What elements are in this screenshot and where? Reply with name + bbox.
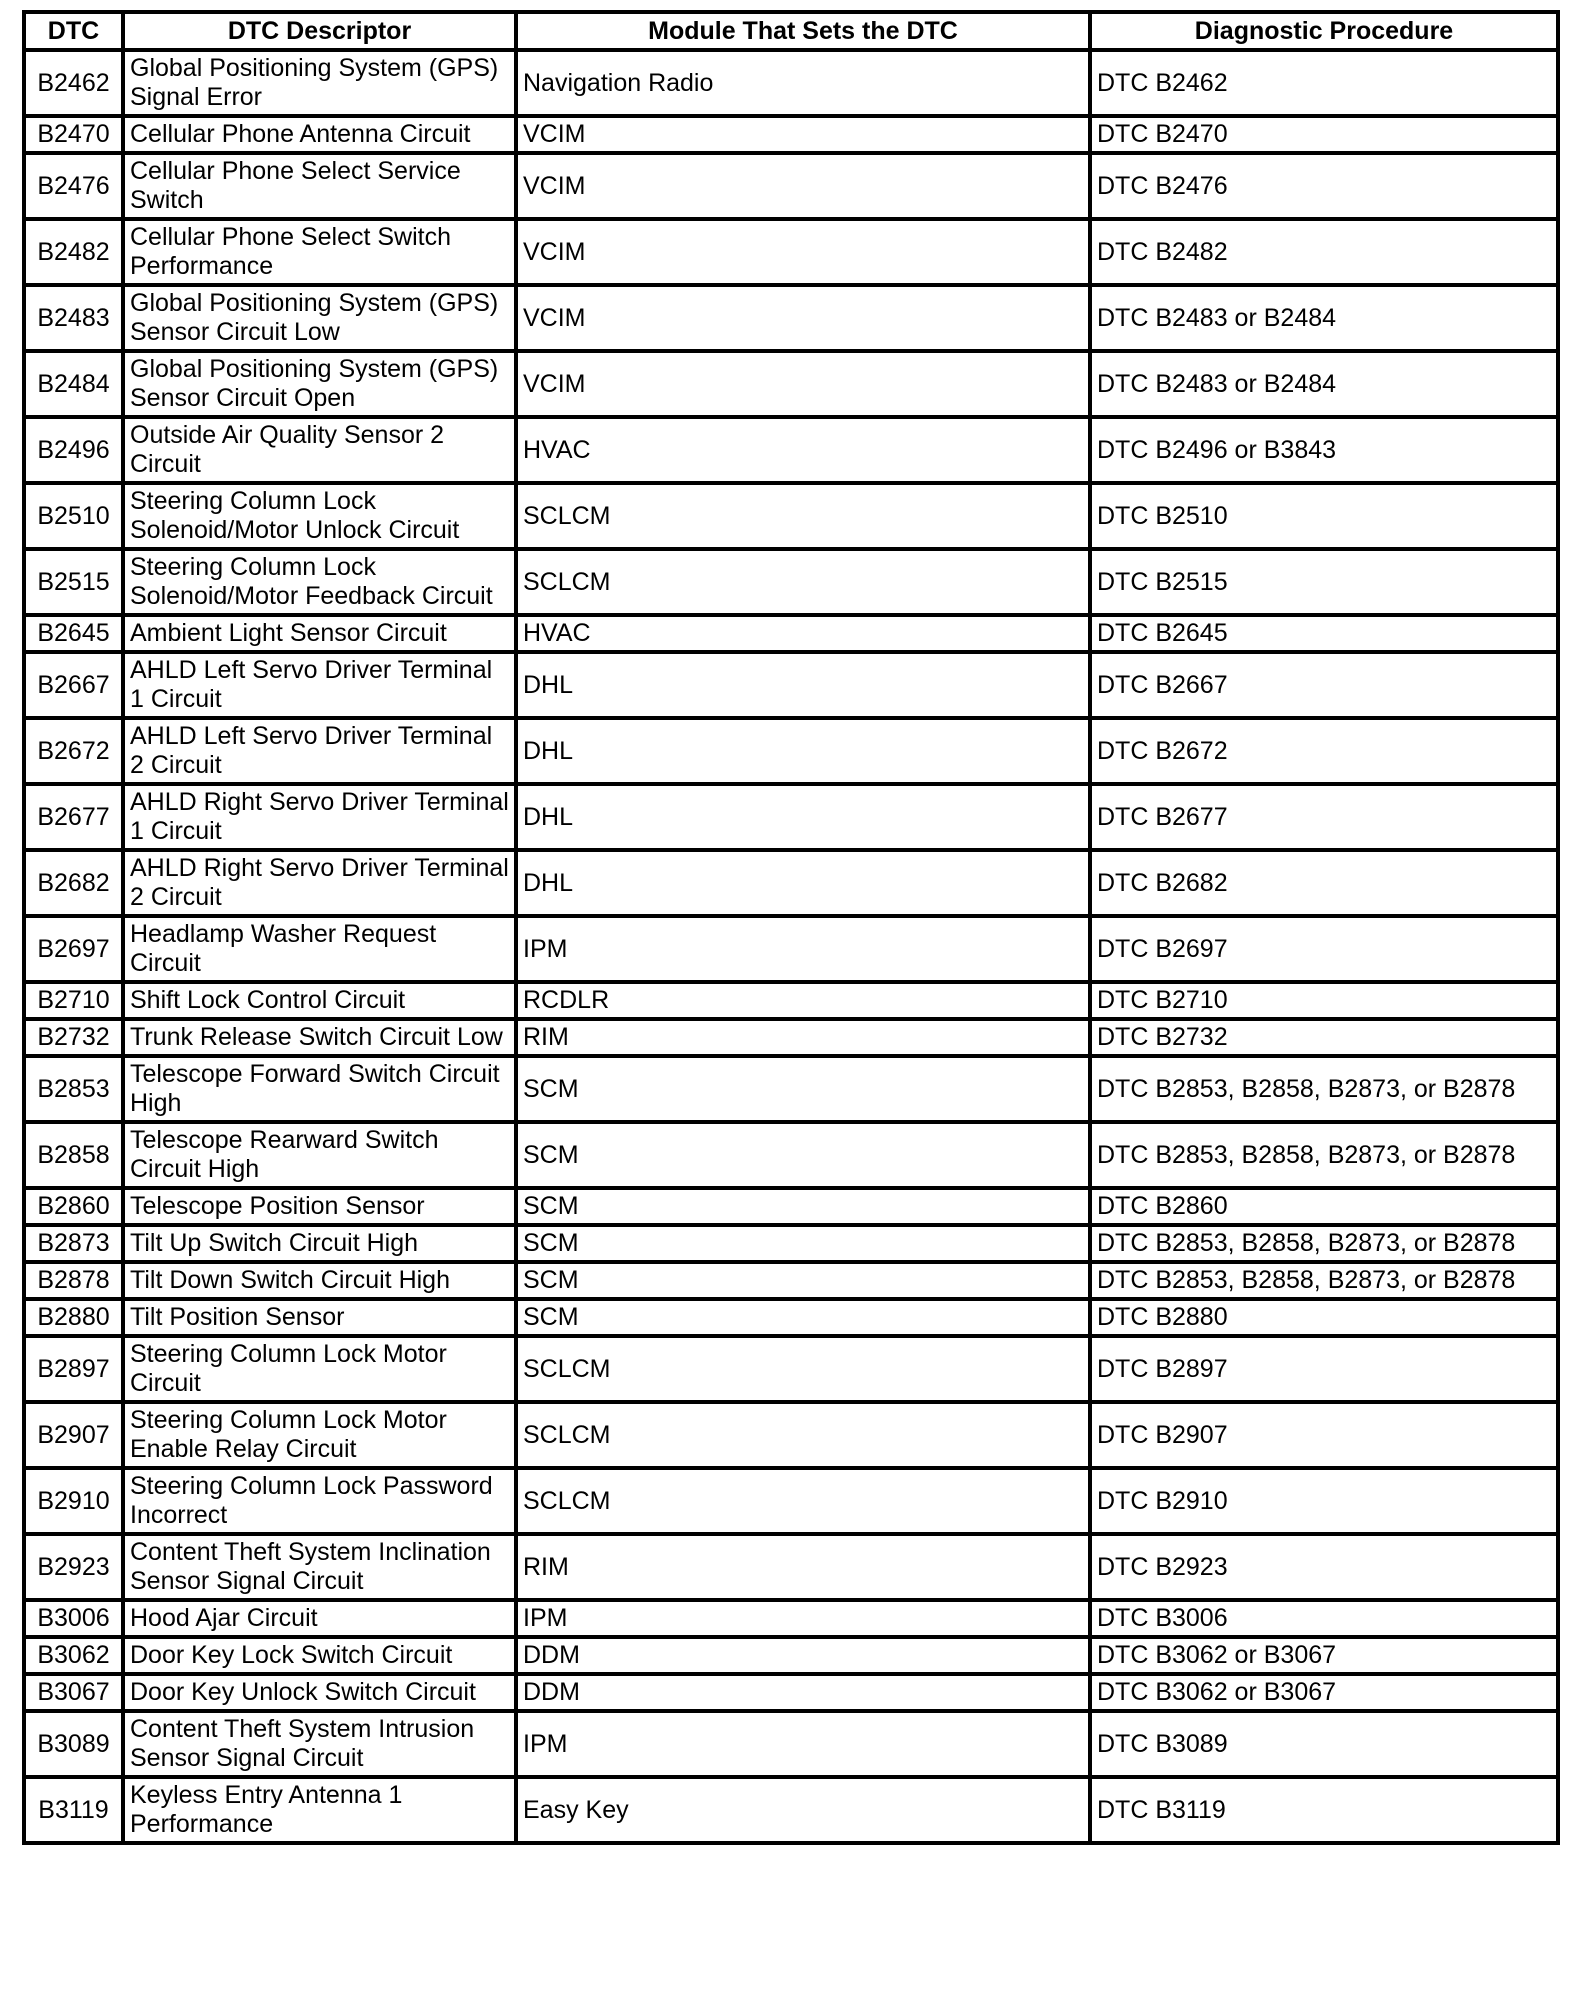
dtc-descriptor: Global Positioning System (GPS) Sensor Circuit Open <box>123 351 516 417</box>
dtc-module: SCM <box>516 1188 1090 1225</box>
dtc-module: SCLCM <box>516 549 1090 615</box>
table-row <box>24 916 1558 982</box>
table-row <box>24 615 1558 652</box>
dtc-code: B2667 <box>24 652 123 718</box>
dtc-descriptor: Tilt Down Switch Circuit High <box>123 1262 516 1299</box>
dtc-module: Easy Key <box>516 1777 1090 1843</box>
dtc-procedure: DTC B2853, B2858, B2873, or B2878 <box>1090 1262 1558 1299</box>
dtc-code: B2923 <box>24 1534 123 1600</box>
dtc-descriptor: AHLD Left Servo Driver Terminal 2 Circuit <box>123 718 516 784</box>
header-dtc: DTC <box>24 12 123 50</box>
table-row <box>24 1468 1558 1534</box>
dtc-code: B3006 <box>24 1600 123 1637</box>
dtc-module: IPM <box>516 1600 1090 1637</box>
dtc-procedure: DTC B2672 <box>1090 718 1558 784</box>
dtc-code: B3067 <box>24 1674 123 1711</box>
table-row <box>24 652 1558 718</box>
table-row <box>24 351 1558 417</box>
table-row <box>24 1299 1558 1336</box>
dtc-module: RCDLR <box>516 982 1090 1019</box>
dtc-module: HVAC <box>516 417 1090 483</box>
dtc-procedure: DTC B2910 <box>1090 1468 1558 1534</box>
dtc-procedure: DTC B2880 <box>1090 1299 1558 1336</box>
dtc-code: B2510 <box>24 483 123 549</box>
dtc-procedure: DTC B2482 <box>1090 219 1558 285</box>
table-row <box>24 1674 1558 1711</box>
dtc-module: IPM <box>516 916 1090 982</box>
table-row <box>24 1225 1558 1262</box>
dtc-code: B2496 <box>24 417 123 483</box>
dtc-procedure: DTC B2710 <box>1090 982 1558 1019</box>
dtc-descriptor: Cellular Phone Antenna Circuit <box>123 116 516 153</box>
dtc-descriptor: Steering Column Lock Motor Circuit <box>123 1336 516 1402</box>
table-row <box>24 1122 1558 1188</box>
dtc-procedure: DTC B2897 <box>1090 1336 1558 1402</box>
table-row <box>24 1711 1558 1777</box>
dtc-descriptor: Tilt Up Switch Circuit High <box>123 1225 516 1262</box>
table-row <box>24 116 1558 153</box>
table-header-row <box>24 12 1558 50</box>
dtc-procedure: DTC B2732 <box>1090 1019 1558 1056</box>
dtc-procedure: DTC B2476 <box>1090 153 1558 219</box>
dtc-descriptor: AHLD Right Servo Driver Terminal 2 Circuit <box>123 850 516 916</box>
dtc-procedure: DTC B2462 <box>1090 50 1558 116</box>
dtc-code: B2697 <box>24 916 123 982</box>
dtc-module: IPM <box>516 1711 1090 1777</box>
dtc-code: B2672 <box>24 718 123 784</box>
dtc-module: VCIM <box>516 153 1090 219</box>
dtc-procedure: DTC B2496 or B3843 <box>1090 417 1558 483</box>
dtc-descriptor: Cellular Phone Select Service Switch <box>123 153 516 219</box>
dtc-code: B3062 <box>24 1637 123 1674</box>
dtc-descriptor: Cellular Phone Select Switch Performance <box>123 219 516 285</box>
dtc-procedure: DTC B2853, B2858, B2873, or B2878 <box>1090 1056 1558 1122</box>
dtc-descriptor: Door Key Lock Switch Circuit <box>123 1637 516 1674</box>
dtc-code: B2484 <box>24 351 123 417</box>
dtc-code: B2470 <box>24 116 123 153</box>
dtc-module: VCIM <box>516 116 1090 153</box>
dtc-descriptor: Keyless Entry Antenna 1 Performance <box>123 1777 516 1843</box>
dtc-module: SCLCM <box>516 1402 1090 1468</box>
dtc-descriptor: Content Theft System Intrusion Sensor Signal Circuit <box>123 1711 516 1777</box>
dtc-module: SCM <box>516 1299 1090 1336</box>
dtc-procedure: DTC B2667 <box>1090 652 1558 718</box>
dtc-descriptor: Steering Column Lock Solenoid/Motor Feedback Circuit <box>123 549 516 615</box>
table-row <box>24 483 1558 549</box>
dtc-code: B2476 <box>24 153 123 219</box>
dtc-descriptor: Steering Column Lock Solenoid/Motor Unlock Circuit <box>123 483 516 549</box>
dtc-procedure: DTC B2907 <box>1090 1402 1558 1468</box>
table-row <box>24 1777 1558 1843</box>
dtc-descriptor: Outside Air Quality Sensor 2 Circuit <box>123 417 516 483</box>
dtc-procedure: DTC B2483 or B2484 <box>1090 285 1558 351</box>
table-row <box>24 417 1558 483</box>
dtc-descriptor: Telescope Rearward Switch Circuit High <box>123 1122 516 1188</box>
dtc-module: Navigation Radio <box>516 50 1090 116</box>
table-row <box>24 1336 1558 1402</box>
dtc-descriptor: Steering Column Lock Motor Enable Relay Circuit <box>123 1402 516 1468</box>
dtc-descriptor: Ambient Light Sensor Circuit <box>123 615 516 652</box>
table-row <box>24 850 1558 916</box>
dtc-descriptor: Telescope Position Sensor <box>123 1188 516 1225</box>
dtc-module: SCM <box>516 1056 1090 1122</box>
header-module: Module That Sets the DTC <box>516 12 1090 50</box>
dtc-module: VCIM <box>516 285 1090 351</box>
dtc-code: B2732 <box>24 1019 123 1056</box>
dtc-module: SCLCM <box>516 483 1090 549</box>
dtc-code: B2645 <box>24 615 123 652</box>
dtc-procedure: DTC B3062 or B3067 <box>1090 1637 1558 1674</box>
table-row <box>24 219 1558 285</box>
table-row <box>24 1262 1558 1299</box>
dtc-descriptor: AHLD Right Servo Driver Terminal 1 Circuit <box>123 784 516 850</box>
dtc-procedure: DTC B2860 <box>1090 1188 1558 1225</box>
dtc-module: HVAC <box>516 615 1090 652</box>
dtc-code: B2873 <box>24 1225 123 1262</box>
table-row <box>24 982 1558 1019</box>
dtc-code: B2910 <box>24 1468 123 1534</box>
dtc-code: B2682 <box>24 850 123 916</box>
dtc-code: B2858 <box>24 1122 123 1188</box>
dtc-descriptor: Hood Ajar Circuit <box>123 1600 516 1637</box>
dtc-code: B2482 <box>24 219 123 285</box>
dtc-procedure: DTC B2923 <box>1090 1534 1558 1600</box>
dtc-procedure: DTC B3006 <box>1090 1600 1558 1637</box>
dtc-descriptor: Door Key Unlock Switch Circuit <box>123 1674 516 1711</box>
table-row <box>24 285 1558 351</box>
dtc-descriptor: Steering Column Lock Password Incorrect <box>123 1468 516 1534</box>
table-row <box>24 784 1558 850</box>
dtc-descriptor: Global Positioning System (GPS) Sensor Circuit Low <box>123 285 516 351</box>
dtc-procedure: DTC B3062 or B3067 <box>1090 1674 1558 1711</box>
dtc-descriptor: AHLD Left Servo Driver Terminal 1 Circuit <box>123 652 516 718</box>
dtc-module: SCM <box>516 1225 1090 1262</box>
dtc-procedure: DTC B2515 <box>1090 549 1558 615</box>
dtc-module: SCM <box>516 1122 1090 1188</box>
dtc-code: B2677 <box>24 784 123 850</box>
table-row <box>24 1019 1558 1056</box>
dtc-procedure: DTC B2853, B2858, B2873, or B2878 <box>1090 1225 1558 1262</box>
table-row <box>24 50 1558 116</box>
table-row <box>24 1637 1558 1674</box>
dtc-code: B2860 <box>24 1188 123 1225</box>
table-row <box>24 1402 1558 1468</box>
dtc-module: DHL <box>516 718 1090 784</box>
header-dtc-descriptor: DTC Descriptor <box>123 12 516 50</box>
table-row <box>24 153 1558 219</box>
dtc-descriptor: Telescope Forward Switch Circuit High <box>123 1056 516 1122</box>
dtc-procedure: DTC B2853, B2858, B2873, or B2878 <box>1090 1122 1558 1188</box>
dtc-procedure: DTC B2645 <box>1090 615 1558 652</box>
table-row <box>24 1188 1558 1225</box>
dtc-code: B2907 <box>24 1402 123 1468</box>
table-row <box>24 1534 1558 1600</box>
dtc-module: DHL <box>516 784 1090 850</box>
dtc-code: B2897 <box>24 1336 123 1402</box>
dtc-code: B2515 <box>24 549 123 615</box>
dtc-descriptor: Headlamp Washer Request Circuit <box>123 916 516 982</box>
dtc-module: SCLCM <box>516 1336 1090 1402</box>
dtc-descriptor: Tilt Position Sensor <box>123 1299 516 1336</box>
dtc-module: VCIM <box>516 351 1090 417</box>
dtc-procedure: DTC B2483 or B2484 <box>1090 351 1558 417</box>
dtc-descriptor: Global Positioning System (GPS) Signal Error <box>123 50 516 116</box>
dtc-code: B2853 <box>24 1056 123 1122</box>
dtc-module: DHL <box>516 850 1090 916</box>
header-diagnostic-procedure: Diagnostic Procedure <box>1090 12 1558 50</box>
dtc-module: RIM <box>516 1534 1090 1600</box>
dtc-module: RIM <box>516 1019 1090 1056</box>
table-row <box>24 1600 1558 1637</box>
dtc-procedure: DTC B3119 <box>1090 1777 1558 1843</box>
dtc-code: B2880 <box>24 1299 123 1336</box>
dtc-module: DDM <box>516 1674 1090 1711</box>
dtc-descriptor: Content Theft System Inclination Sensor Signal Circuit <box>123 1534 516 1600</box>
dtc-module: DHL <box>516 652 1090 718</box>
dtc-module: SCM <box>516 1262 1090 1299</box>
dtc-code: B2462 <box>24 50 123 116</box>
dtc-module: SCLCM <box>516 1468 1090 1534</box>
dtc-code: B3119 <box>24 1777 123 1843</box>
dtc-code: B2878 <box>24 1262 123 1299</box>
dtc-procedure: DTC B2697 <box>1090 916 1558 982</box>
dtc-procedure: DTC B2510 <box>1090 483 1558 549</box>
dtc-procedure: DTC B2470 <box>1090 116 1558 153</box>
dtc-module: DDM <box>516 1637 1090 1674</box>
dtc-table-page <box>22 10 1556 1845</box>
dtc-procedure: DTC B2677 <box>1090 784 1558 850</box>
dtc-descriptor: Shift Lock Control Circuit <box>123 982 516 1019</box>
dtc-code: B3089 <box>24 1711 123 1777</box>
dtc-module: VCIM <box>516 219 1090 285</box>
table-row <box>24 718 1558 784</box>
table-row <box>24 549 1558 615</box>
dtc-procedure: DTC B2682 <box>1090 850 1558 916</box>
dtc-descriptor: Trunk Release Switch Circuit Low <box>123 1019 516 1056</box>
dtc-code: B2483 <box>24 285 123 351</box>
dtc-table <box>22 10 1560 1845</box>
dtc-procedure: DTC B3089 <box>1090 1711 1558 1777</box>
table-row <box>24 1056 1558 1122</box>
dtc-code: B2710 <box>24 982 123 1019</box>
